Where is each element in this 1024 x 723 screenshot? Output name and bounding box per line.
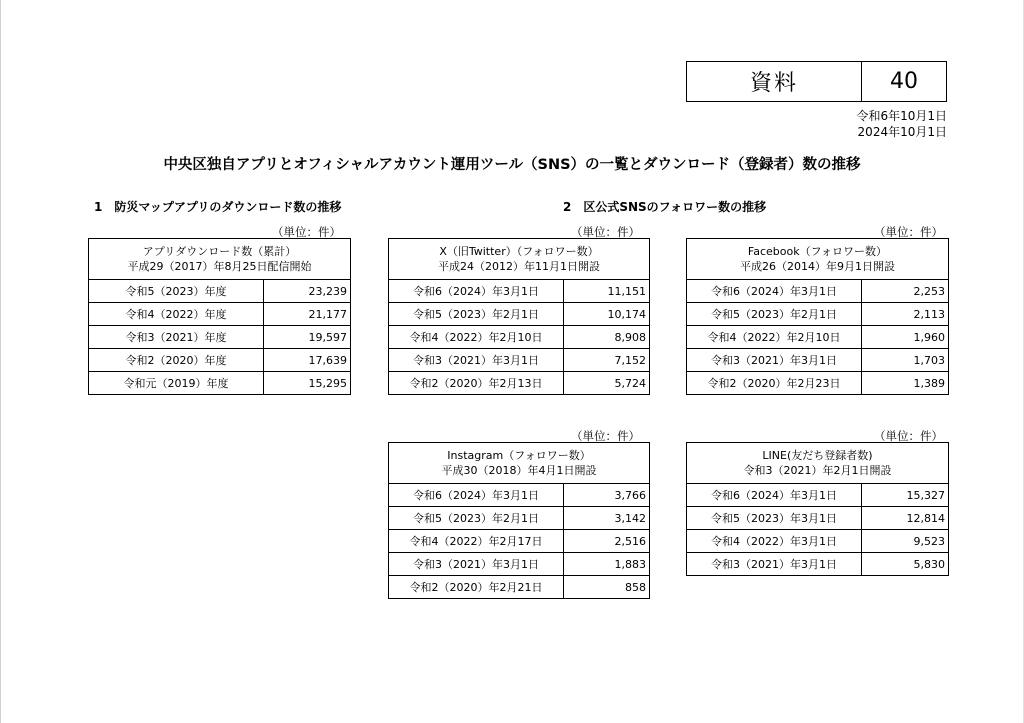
table-header-row bbox=[389, 239, 650, 280]
table-header-title: Instagram（フォロワー数） bbox=[447, 449, 591, 462]
table-header bbox=[389, 443, 650, 484]
row-label: 令和5（2023）年2月1日 bbox=[389, 303, 564, 326]
page-edge bbox=[0, 0, 1, 723]
unit-label-app: （単位：件） bbox=[272, 225, 341, 239]
table-header bbox=[687, 239, 949, 280]
row-value: 3,142 bbox=[564, 507, 650, 530]
table-header-row bbox=[687, 443, 949, 484]
table-row bbox=[687, 530, 949, 553]
row-value: 1,883 bbox=[564, 553, 650, 576]
row-label: 令和5（2023）年度 bbox=[89, 280, 264, 303]
unit-label-x: （単位：件） bbox=[571, 225, 640, 239]
table-row bbox=[389, 349, 650, 372]
row-label: 令和3（2021）年3月1日 bbox=[389, 349, 564, 372]
unit-label-line: （単位：件） bbox=[874, 429, 943, 443]
table-header-row bbox=[89, 239, 351, 280]
table-header-row bbox=[389, 443, 650, 484]
row-label: 令和3（2021）年3月1日 bbox=[687, 349, 862, 372]
section-title-app: 1 防災マップアプリのダウンロード数の推移 bbox=[94, 200, 342, 214]
table-row bbox=[389, 507, 650, 530]
unit-label-instagram: （単位：件） bbox=[571, 429, 640, 443]
row-value: 1,960 bbox=[862, 326, 949, 349]
date-seireki: 2024年10月1日 bbox=[857, 125, 947, 139]
row-value: 10,174 bbox=[564, 303, 650, 326]
row-value: 5,830 bbox=[862, 553, 949, 576]
row-label: 令和3（2021）年度 bbox=[89, 326, 264, 349]
table-row bbox=[687, 372, 949, 395]
table-row bbox=[89, 349, 351, 372]
table-facebook-followers bbox=[686, 238, 949, 395]
section-title-sns: 2 区公式SNSのフォロワー数の推移 bbox=[563, 200, 767, 214]
table-header bbox=[89, 239, 351, 280]
table-instagram-followers bbox=[388, 442, 650, 599]
table-row bbox=[389, 326, 650, 349]
table-row bbox=[687, 507, 949, 530]
row-label: 令和4（2022）年2月10日 bbox=[687, 326, 862, 349]
table-row bbox=[389, 576, 650, 599]
row-value: 17,639 bbox=[264, 349, 351, 372]
table-row bbox=[389, 530, 650, 553]
table-header-subtitle: 平成30（2018）年4月1日開設 bbox=[441, 464, 597, 477]
row-value: 1,389 bbox=[862, 372, 949, 395]
table-header-subtitle: 平成26（2014）年9月1日開設 bbox=[740, 260, 895, 273]
row-value: 8,908 bbox=[564, 326, 650, 349]
table-row bbox=[687, 303, 949, 326]
unit-label-facebook: （単位：件） bbox=[874, 225, 943, 239]
table-app-downloads bbox=[88, 238, 351, 395]
row-label: 令和6（2024）年3月1日 bbox=[389, 484, 564, 507]
row-value: 15,295 bbox=[264, 372, 351, 395]
document-number: 40 bbox=[890, 69, 918, 94]
row-value: 858 bbox=[564, 576, 650, 599]
row-value: 11,151 bbox=[564, 280, 650, 303]
row-value: 1,703 bbox=[862, 349, 949, 372]
table-row bbox=[687, 349, 949, 372]
table-header-title: X（旧Twitter）（フォロワー数） bbox=[439, 245, 599, 258]
row-label: 令和6（2024）年3月1日 bbox=[389, 280, 564, 303]
table-line-friends bbox=[686, 442, 949, 576]
row-label: 令和4（2022）年3月1日 bbox=[687, 530, 862, 553]
page-title: 中央区独自アプリとオフィシャルアカウント運用ツール（SNS）の一覧とダウンロード（登録者）数の推移 bbox=[163, 157, 861, 173]
row-value: 7,152 bbox=[564, 349, 650, 372]
date-wareki: 令和6年10月1日 bbox=[856, 109, 947, 123]
table-row bbox=[389, 372, 650, 395]
row-label: 令和4（2022）年2月17日 bbox=[389, 530, 564, 553]
document-number-box bbox=[686, 61, 947, 102]
table-row bbox=[389, 280, 650, 303]
table-header-title: アプリダウンロード数（累計） bbox=[142, 245, 297, 258]
table-header-subtitle: 平成29（2017）年8月25日配信開始 bbox=[127, 260, 312, 273]
table-x-followers bbox=[388, 238, 650, 395]
table-row bbox=[89, 326, 351, 349]
table-header-title: Facebook（フォロワー数） bbox=[747, 245, 888, 258]
table-row bbox=[687, 484, 949, 507]
row-value: 3,766 bbox=[564, 484, 650, 507]
row-label: 令和2（2020）年度 bbox=[89, 349, 264, 372]
table-row bbox=[89, 372, 351, 395]
table-header-subtitle: 令和3（2021）年2月1日開設 bbox=[743, 464, 892, 477]
table-row bbox=[389, 553, 650, 576]
table-row bbox=[687, 553, 949, 576]
row-value: 9,523 bbox=[862, 530, 949, 553]
row-value: 2,516 bbox=[564, 530, 650, 553]
table-row bbox=[687, 326, 949, 349]
row-value: 2,113 bbox=[862, 303, 949, 326]
row-value: 5,724 bbox=[564, 372, 650, 395]
row-label: 令和2（2020）年2月13日 bbox=[389, 372, 564, 395]
table-header bbox=[687, 443, 949, 484]
row-label: 令和5（2023）年2月1日 bbox=[389, 507, 564, 530]
row-label: 令和2（2020）年2月23日 bbox=[687, 372, 862, 395]
table-header-row bbox=[687, 239, 949, 280]
row-label: 令和6（2024）年3月1日 bbox=[687, 280, 862, 303]
table-header-subtitle: 平成24（2012）年11月1日開設 bbox=[438, 260, 600, 273]
document-label: 資料 bbox=[687, 62, 862, 101]
row-label: 令和3（2021）年3月1日 bbox=[389, 553, 564, 576]
row-label: 令和5（2023）年3月1日 bbox=[687, 507, 862, 530]
row-label: 令和6（2024）年3月1日 bbox=[687, 484, 862, 507]
row-label: 令和元（2019）年度 bbox=[89, 372, 264, 395]
table-header-title: LINE(友だち登録者数) bbox=[762, 449, 873, 462]
table-row bbox=[89, 280, 351, 303]
row-value: 23,239 bbox=[264, 280, 351, 303]
row-value: 2,253 bbox=[862, 280, 949, 303]
row-label: 令和4（2022）年2月10日 bbox=[389, 326, 564, 349]
row-label: 令和5（2023）年2月1日 bbox=[687, 303, 862, 326]
row-value: 21,177 bbox=[264, 303, 351, 326]
row-label: 令和2（2020）年2月21日 bbox=[389, 576, 564, 599]
table-header bbox=[389, 239, 650, 280]
row-label: 令和3（2021）年3月1日 bbox=[687, 553, 862, 576]
table-row bbox=[89, 303, 351, 326]
table-row bbox=[389, 484, 650, 507]
table-row bbox=[389, 303, 650, 326]
row-value: 19,597 bbox=[264, 326, 351, 349]
row-value: 15,327 bbox=[862, 484, 949, 507]
row-value: 12,814 bbox=[862, 507, 949, 530]
table-row bbox=[687, 280, 949, 303]
row-label: 令和4（2022）年度 bbox=[89, 303, 264, 326]
